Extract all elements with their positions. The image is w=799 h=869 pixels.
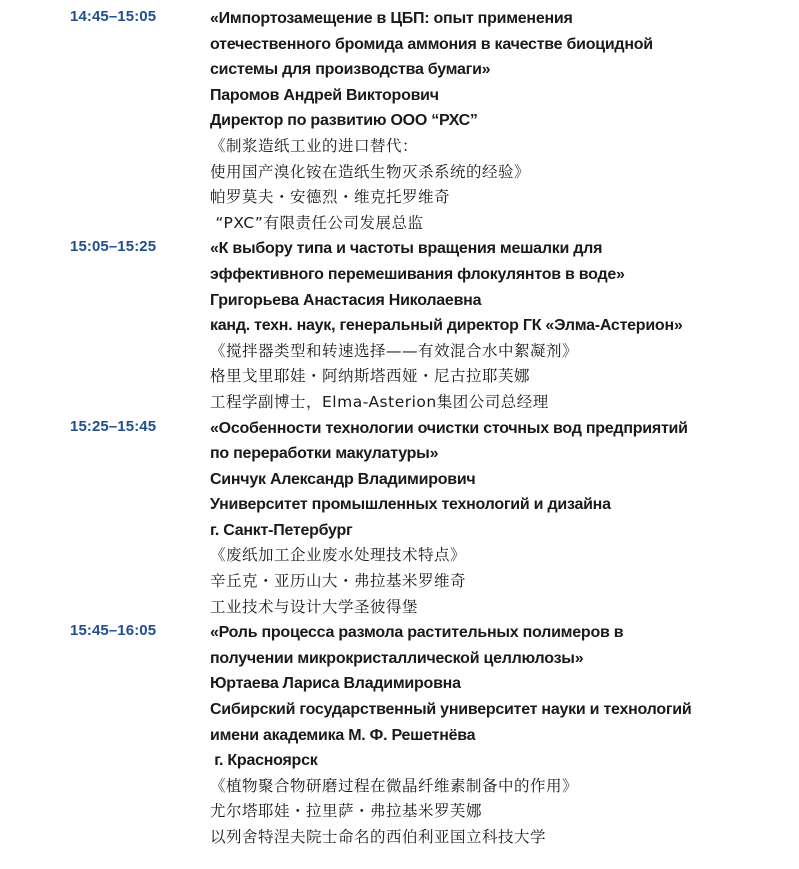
speaker-position-ru: Директор по развитию ООО “РХС”	[210, 112, 478, 130]
talk-title-ru: «Импортозамещение в ЦБП: опыт применения	[210, 10, 573, 27]
speaker-name-zh: 帕罗莫夫・安德烈・维克托罗维奇	[210, 188, 451, 207]
talk-title-ru: системы для производства бумаги»	[210, 61, 491, 79]
session-time: 14:45–15:05	[70, 8, 157, 25]
talk-title-ru: отечественного бромида аммония в качестве биоцидной	[210, 35, 653, 53]
speaker-name-ru: Юртаева Лариса Владимировна	[210, 675, 461, 693]
speaker-name-zh: 尤尔塔耶娃・拉里萨・弗拉基米罗芙娜	[210, 802, 483, 821]
speaker-name-ru: Паромов Андрей Викторович	[210, 86, 439, 104]
session-1	[0, 6, 799, 236]
session-4	[0, 620, 799, 850]
speaker-position-ru: Университет промышленных технологий и дизайна	[210, 496, 611, 514]
talk-title-zh: 使用国产溴化铵在造纸生物灭杀系统的经验》	[210, 162, 531, 181]
speaker-city-ru: г. Красноярск	[210, 752, 318, 770]
talk-title-ru: «К выбору типа и частоты вращения мешалки для	[210, 240, 603, 258]
talk-title-ru: эффективного перемешивания флокулянтов в воде»	[210, 265, 625, 283]
program-schedule	[0, 6, 799, 851]
session-2	[0, 236, 799, 415]
talk-title-zh: 《搅拌器类型和转速选择——有效混合水中絮凝剂》	[210, 341, 579, 360]
speaker-name-ru: Синчук Александр Владимирович	[210, 470, 476, 488]
speaker-position-ru: Сибирский государственный университет науки и технологий	[210, 701, 692, 719]
session-time: 15:45–16:05	[70, 622, 157, 640]
speaker-position-zh: “PXC”有限责任公司发展总监	[210, 213, 424, 232]
talk-title-ru: «Роль процесса размола растительных полимеров в	[210, 624, 624, 642]
session-time: 15:25–15:45	[70, 417, 157, 435]
speaker-name-ru: Григорьева Анастасия Николаевна	[210, 291, 482, 309]
speaker-city-ru: г. Санкт-Петербург	[210, 521, 353, 539]
speaker-position-ru: канд. техн. наук, генеральный директор ГК «Элма-Астерион»	[210, 317, 683, 335]
speaker-position-zh: 工程学副博士，Elma-Asterion集团公司总经理	[210, 392, 549, 411]
speaker-position-zh: 工业技术与设计大学圣彼得堡	[210, 597, 419, 616]
speaker-position-zh: 以列舍特涅夫院士命名的西伯利亚国立科技大学	[210, 828, 547, 846]
talk-title-ru: «Особенности технологии очистки сточных вод предприятий	[210, 419, 688, 437]
talk-title-ru: по переработки макулатуры»	[210, 445, 439, 463]
talk-title-zh: 《废纸加工企业废水处理技术特点》	[210, 546, 467, 565]
session-3	[0, 416, 799, 621]
speaker-name-zh: 格里戈里耶娃・阿纳斯塔西娅・尼古拉耶芙娜	[210, 367, 531, 386]
talk-title-zh: 《植物聚合物研磨过程在微晶纤维素制备中的作用》	[210, 776, 579, 795]
speaker-name-zh: 辛丘克・亚历山大・弗拉基米罗维奇	[210, 572, 467, 591]
session-time: 15:05–15:25	[70, 238, 157, 256]
talk-title-ru: получении микрокристаллической целлюлозы»	[210, 649, 584, 667]
talk-title-zh: 《制浆造纸工业的进口替代：	[210, 136, 419, 155]
speaker-position-ru: имени академика М. Ф. Решетнёва	[210, 726, 476, 744]
